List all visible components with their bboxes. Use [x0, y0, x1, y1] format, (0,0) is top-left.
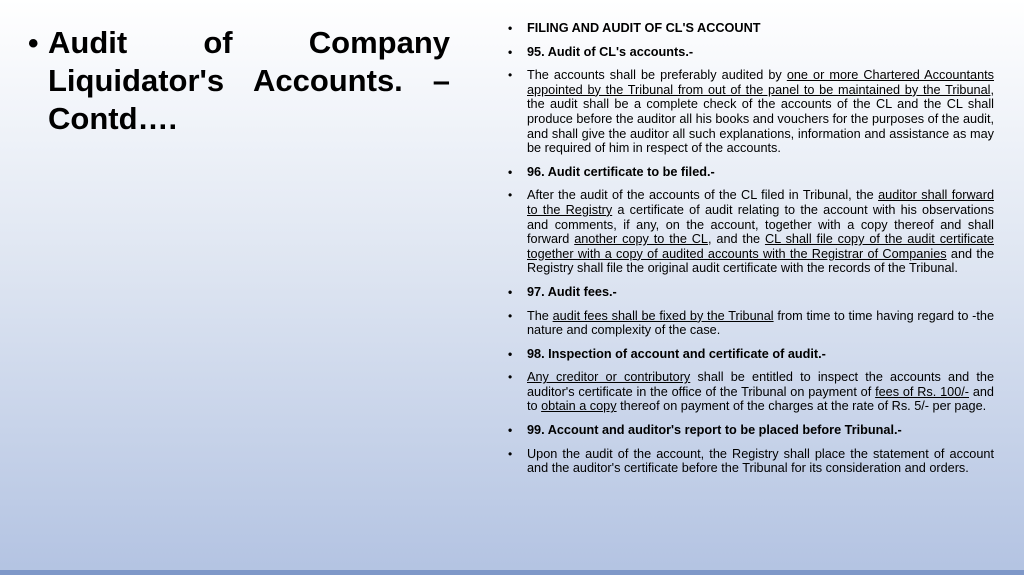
list-item-heading-97: • 97. Audit fees.- — [508, 284, 617, 299]
slide-bottom-bar — [0, 570, 1024, 575]
list-item-heading-filing: • FILING AND AUDIT OF CL'S ACCOUNT — [508, 21, 761, 35]
underlined-text: one or more Chartered Accountants appointed by the Tribunal from out of the panel to be maintained by the Tribunal — [527, 68, 995, 97]
list-item-paragraph-98: • Any creditor or contributory shall be entitled to inspect the accounts and the auditor's certificate in the office of the Tribunal on payment of fees of Rs. 100/- and to obtain a copy thereof on payment of the charges at the rate of Rs. 5/- per page. — [508, 370, 995, 414]
slide-title: Audit of Company Liquidator's Accounts. – Contd…. — [48, 25, 450, 136]
title-bullet: • — [28, 27, 39, 60]
underlined-text: auditor shall forward to the Registry — [527, 188, 994, 217]
list-item-heading-95: • 95. Audit of CL's accounts.- — [508, 44, 694, 59]
list-item-paragraph-95: • The accounts shall be preferably audited by one or more Chartered Accountants appointed by the Tribunal from out of the panel to be maintained by the Tribunal, the audit shall be a complete check of the accounts of the CL and the CL shall produce before the auditor all his books and vouchers for the purposes of the audit, and shall give the auditor all such explanations, information and assistance as may be required of him in respect of the accounts. — [508, 68, 995, 156]
underlined-text: audit fees shall be fixed by the Tribunal — [552, 308, 774, 323]
underlined-text: CL shall file copy of the audit certificate together with a copy of audited accounts with the Registrar of Companies — [527, 232, 994, 261]
list-item-heading-98: • 98. Inspection of account and certificate of audit.- — [508, 346, 826, 361]
list-item-paragraph-97: • The audit fees shall be fixed by the Tribunal from time to time having regard to -the nature and complexity of the case. — [508, 308, 994, 338]
slide-content — [508, 21, 994, 485]
bullet-list — [508, 21, 994, 476]
list-item-heading-99: • 99. Account and auditor's report to be placed before Tribunal.- — [508, 423, 902, 438]
list-item-heading-96: • 96. Audit certificate to be filed.- — [508, 164, 715, 179]
underlined-text: Any creditor or contributory — [527, 370, 691, 385]
underlined-text: fees of Rs. 100/- — [875, 384, 970, 399]
list-item-paragraph-96: • After the audit of the accounts of the CL filed in Tribunal, the auditor shall forward to the Registry a certificate of audit relating to the account with his observations and comments, if any, on the account, together with a copy thereof and shall forward another copy to the CL, and the CL shall file copy of the audit certificate together with a copy of audited accounts with the Registrar of Companies and the Registry shall file the original audit certificate with the records of the Tribunal. — [508, 188, 994, 276]
underlined-text: another copy to the CL — [574, 232, 708, 247]
slide-title-block — [28, 24, 450, 138]
underlined-text: obtain a copy — [541, 399, 617, 414]
list-item-paragraph-99: • Upon the audit of the account, the Registry shall place the statement of account and the auditor's certificate before the Tribunal for its consideration and orders. — [508, 446, 994, 476]
